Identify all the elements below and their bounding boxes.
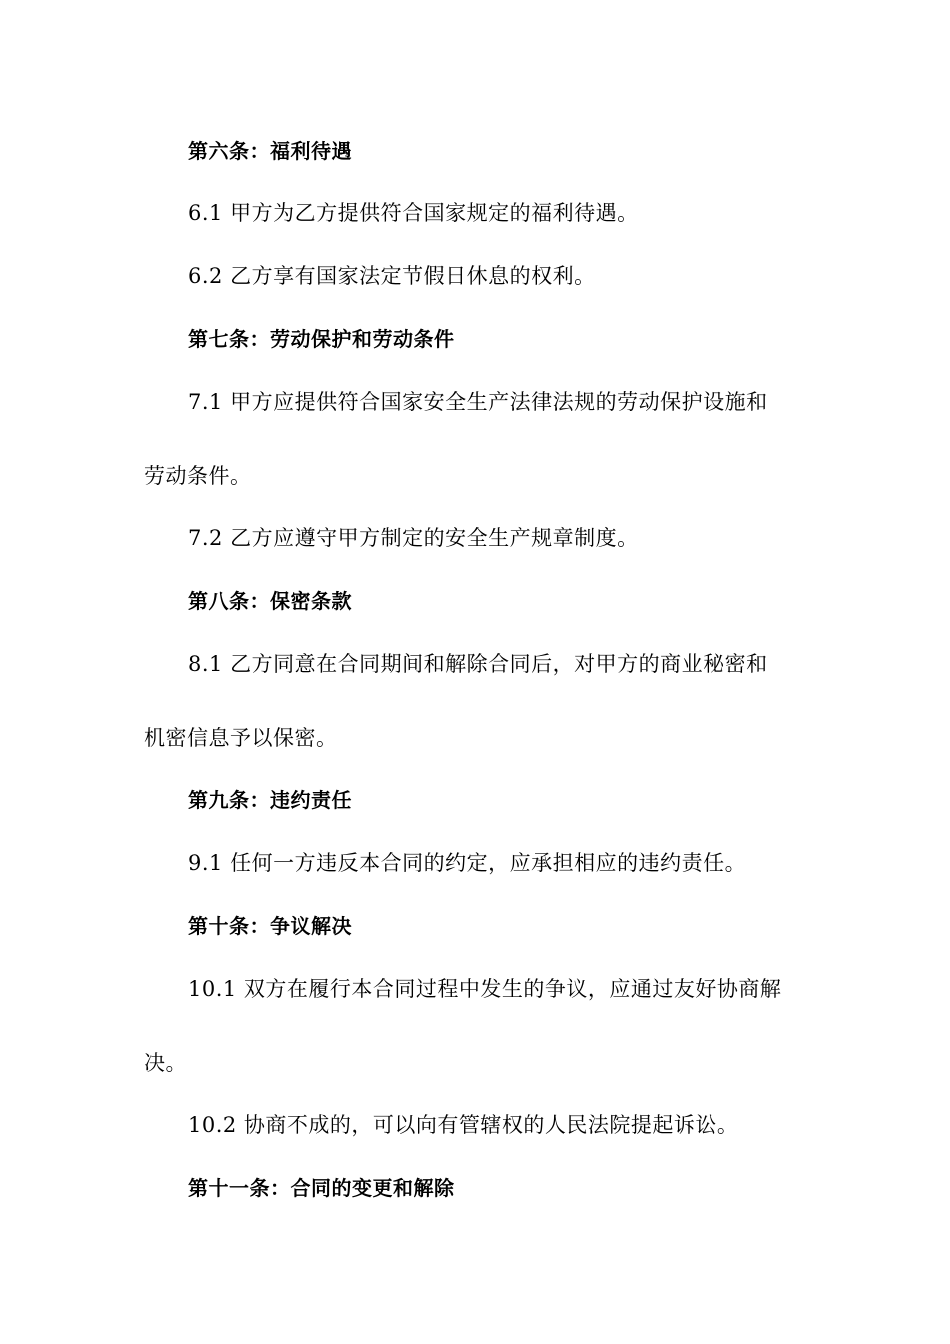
clause-10-2: 10.2 协商不成的，可以向有管辖权的人民法院提起诉讼。	[188, 1113, 739, 1137]
article-6-heading: 第六条：福利待遇	[188, 139, 352, 163]
clause-6-1: 6.1 甲方为乙方提供符合国家规定的福利待遇。	[188, 201, 639, 225]
clause-8-1-line-2: 机密信息予以保密。	[144, 726, 338, 750]
clause-7-1-line-1: 7.1 甲方应提供符合国家安全生产法律法规的劳动保护设施和	[188, 390, 768, 414]
clause-9-1: 9.1 任何一方违反本合同的约定，应承担相应的违约责任。	[188, 851, 747, 875]
clause-6-2: 6.2 乙方享有国家法定节假日休息的权利。	[188, 264, 596, 288]
clause-7-2: 7.2 乙方应遵守甲方制定的安全生产规章制度。	[188, 526, 639, 550]
article-8-heading: 第八条：保密条款	[188, 589, 352, 613]
clause-8-1-line-1: 8.1 乙方同意在合同期间和解除合同后，对甲方的商业秘密和	[188, 652, 768, 676]
article-9-heading: 第九条：违约责任	[188, 788, 352, 812]
clause-10-1-line-2: 决。	[144, 1051, 187, 1075]
article-7-heading: 第七条：劳动保护和劳动条件	[188, 327, 455, 351]
clause-7-1-line-2: 劳动条件。	[144, 464, 252, 488]
article-10-heading: 第十条：争议解决	[188, 914, 352, 938]
clause-10-1-line-1: 10.1 双方在履行本合同过程中发生的争议，应通过友好协商解	[188, 977, 782, 1001]
article-11-heading: 第十一条：合同的变更和解除	[188, 1176, 455, 1200]
